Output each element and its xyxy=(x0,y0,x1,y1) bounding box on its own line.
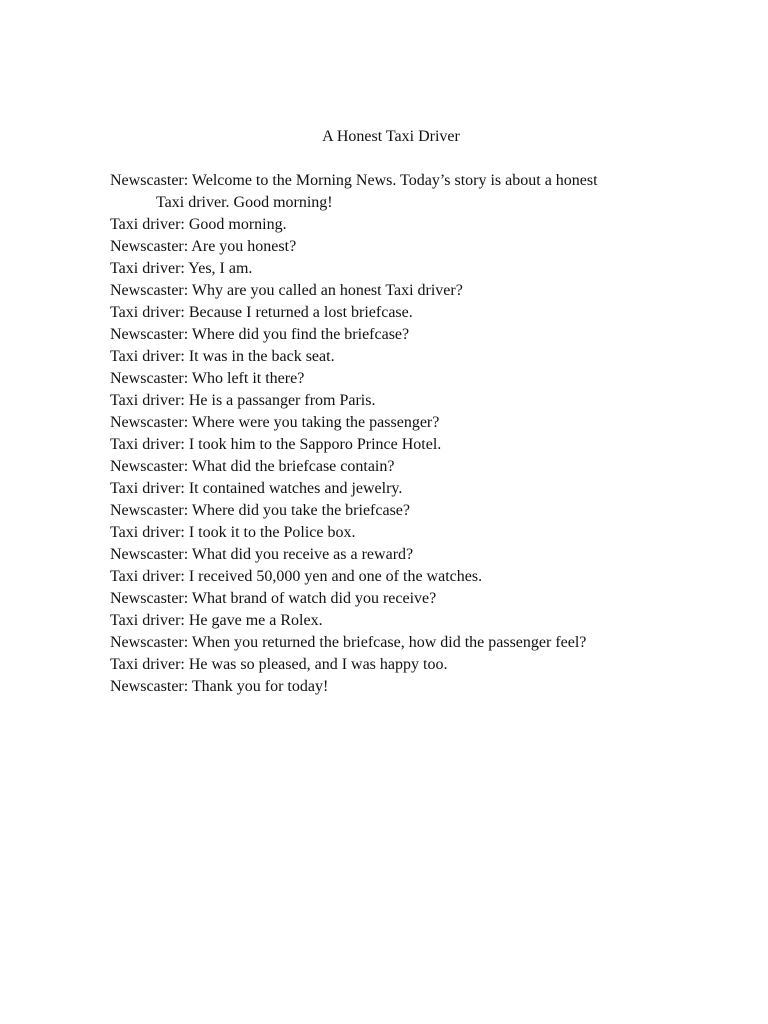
dialogue-line: Taxi driver: I took it to the Police box. xyxy=(110,524,356,541)
dialogue-line: Taxi driver: He gave me a Rolex. xyxy=(110,612,323,629)
dialogue-line: Taxi driver: It contained watches and jewelry. xyxy=(110,480,403,497)
dialogue-line: Taxi driver: It was in the back seat. xyxy=(110,348,335,365)
dialogue-line: Taxi driver: Yes, I am. xyxy=(110,260,253,277)
dialogue-line: Newscaster: What brand of watch did you receive? xyxy=(110,590,437,607)
dialogue-line: Newscaster: Where did you take the briefcase? xyxy=(110,502,411,519)
dialogue-line: Taxi driver. Good morning! xyxy=(156,194,333,211)
dialogue-line: Newscaster: Where did you find the briefcase? xyxy=(110,326,410,343)
dialogue-line: Newscaster: Why are you called an honest Taxi driver? xyxy=(110,282,463,299)
dialogue-line: Taxi driver: Because I returned a lost briefcase. xyxy=(110,304,413,321)
dialogue-line: Taxi driver: I took him to the Sapporo Prince Hotel. xyxy=(110,436,442,453)
dialogue-body xyxy=(110,170,658,698)
dialogue-line: Newscaster: Where were you taking the passenger? xyxy=(110,414,440,431)
dialogue-line: Newscaster: Who left it there? xyxy=(110,370,305,387)
dialogue-line: Newscaster: What did the briefcase contain? xyxy=(110,458,395,475)
dialogue-line: Newscaster: Are you honest? xyxy=(110,238,297,255)
document-title: A Honest Taxi Driver xyxy=(322,128,460,145)
dialogue-line: Taxi driver: I received 50,000 yen and one of the watches. xyxy=(110,568,483,585)
dialogue-line: Newscaster: When you returned the briefcase, how did the passenger feel? xyxy=(110,634,587,651)
dialogue-line: Newscaster: Welcome to the Morning News. Today’s story is about a honest xyxy=(110,172,598,189)
dialogue-line: Newscaster: What did you receive as a reward? xyxy=(110,546,414,563)
dialogue-line: Taxi driver: He is a passanger from Paris. xyxy=(110,392,376,409)
dialogue-line: Taxi driver: Good morning. xyxy=(110,216,287,233)
dialogue-line: Newscaster: Thank you for today! xyxy=(110,678,329,695)
dialogue-line: Taxi driver: He was so pleased, and I was happy too. xyxy=(110,656,448,673)
